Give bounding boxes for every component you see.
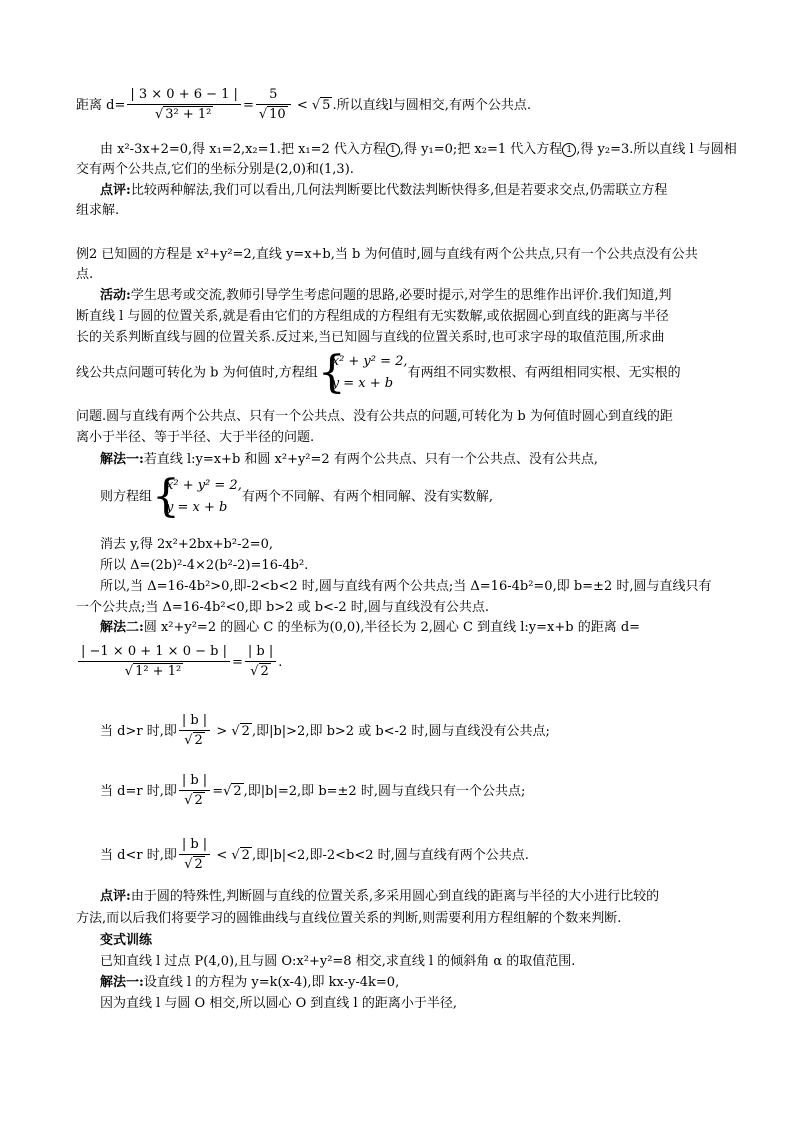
fraction-denominator: √ 2 bbox=[184, 857, 203, 872]
text: 当 d<r 时,即 bbox=[100, 848, 177, 863]
radicand: 2 bbox=[194, 857, 203, 872]
text: 由 x²-3x+2=0,得 x₁=2,x₂=1.把 x₁=2 代入方程 bbox=[100, 142, 386, 157]
fraction-denominator: √ 2 bbox=[184, 793, 203, 808]
case-fraction bbox=[179, 836, 210, 875]
solution-line bbox=[100, 471, 493, 522]
text: ,即|b|=2,即 b=±2 时,圆与直线只有一个公共点; bbox=[243, 784, 526, 799]
text: 设直线 l 的方程为 y=k(x-4),即 kx-y-4k=0, bbox=[143, 975, 400, 990]
variant-title: 变式训练 bbox=[100, 933, 153, 948]
fraction-numerator: | b | bbox=[179, 836, 210, 855]
activity-line: 断直线 l 与圆的位置关系,就是看由它们的方程组成的方程组有无实数解,或依据圆心到直线的距离与半径 bbox=[76, 309, 669, 324]
case-fraction bbox=[179, 772, 210, 811]
text: 则方程组 bbox=[100, 489, 153, 505]
distance-fraction-2 bbox=[245, 643, 276, 682]
fraction-denominator: √ 3² + 1² bbox=[154, 107, 212, 122]
activity-label: 活动: bbox=[100, 288, 131, 303]
text: ,即|b|>2,即 b>2 或 b<-2 时,圆与直线没有公共点; bbox=[251, 724, 550, 739]
solution-label: 解法一: bbox=[100, 452, 144, 467]
solution-line: 所以,当 Δ=16-4b²>0,即-2<b<2 时,圆与直线有两个公共点;当 Δ=16-4b²=0,即 b=±2 时,圆与直线只有 bbox=[100, 579, 712, 594]
relation: < bbox=[216, 848, 228, 863]
radicand: 2 bbox=[241, 848, 250, 863]
solution-label: 解法一: bbox=[100, 975, 144, 990]
brace-icon: { bbox=[152, 471, 181, 522]
text: ,即|b|<2,即-2<b<2 时,圆与直线有两个公共点. bbox=[251, 848, 529, 863]
variant-line bbox=[100, 973, 399, 993]
fraction-denominator: √ 2 bbox=[250, 664, 269, 679]
review-label: 点评: bbox=[100, 183, 131, 198]
review-line: 方法,而以后我们将要学习的圆锥曲线与直线位置关系的判断,则需要利用方程组解的个数来判断. bbox=[76, 911, 622, 926]
text: 有两个不同解、有两个相同解、没有实数解, bbox=[241, 489, 493, 505]
brace-icon: { bbox=[317, 347, 346, 398]
solution-line: 消去 y,得 2x²+2bx+b²-2=0, bbox=[100, 537, 274, 552]
radicand: 3² + 1² bbox=[165, 107, 212, 122]
equation: x² + y² = 2, bbox=[166, 478, 242, 493]
solution-label: 解法二: bbox=[100, 620, 144, 635]
activity-line bbox=[100, 286, 671, 306]
distance-suffix: .所以直线l与圆相交,有两个公共点. bbox=[332, 98, 532, 113]
activity-line: 问题.圆与直线有两个公共点、只有一个公共点、没有公共点的问题,可转化为 b 为何值时圆心到直线的距 bbox=[76, 409, 673, 424]
text: 线公共点问题可转化为 b 为何值时,方程组 bbox=[76, 365, 318, 381]
radicand: 10 bbox=[269, 107, 286, 122]
distance-prefix: 距离 d= bbox=[76, 98, 126, 113]
radicand: 2 bbox=[233, 784, 242, 799]
relation: > bbox=[216, 724, 228, 739]
review-label: 点评: bbox=[100, 889, 131, 904]
circled-one: 1 bbox=[386, 143, 400, 157]
radicand: 2 bbox=[194, 793, 203, 808]
text: 有两组不同实数根、有两组相同实根、无实根的 bbox=[407, 365, 681, 381]
solution2-line bbox=[100, 618, 640, 638]
distance-fraction-2 bbox=[256, 86, 291, 125]
radicand: 2 bbox=[260, 664, 269, 679]
text: . bbox=[278, 655, 283, 670]
example-title: 点. bbox=[76, 267, 94, 282]
solution2-formula bbox=[76, 643, 282, 682]
solution-line: 一个公共点;当 Δ=16-4b²<0,即 b>2 或 b<-2 时,圆与直线没有公共点. bbox=[76, 600, 489, 615]
fraction-denominator: √ 1² + 1² bbox=[124, 664, 182, 679]
fraction-numerator: | b | bbox=[245, 643, 276, 662]
solution-line: 所以 Δ=(2b)²-4×2(b²-2)=16-4b². bbox=[100, 558, 309, 573]
fraction-numerator: | −1 × 0 + 1 × 0 − b | bbox=[78, 643, 230, 662]
case-fraction bbox=[179, 712, 210, 751]
fraction-numerator: 5 bbox=[256, 86, 291, 105]
text: 由于圆的特殊性,判断圆与直线的位置关系,多采用圆心到直线的距离与半径的大小进行比较的 bbox=[130, 889, 660, 904]
paragraph-line bbox=[100, 140, 737, 160]
case-line: 当 d<r 时,即 $\frac{| b |}{√ 2}$ < √ 2 ,即|b|<2,即-2<b<2 时,圆与直线有两个公共点. bbox=[100, 836, 529, 875]
relation: = bbox=[212, 784, 224, 799]
variant-line: 因为直线 l 与圆 O 相交,所以圆心 O 到直线 l 的距离小于半径, bbox=[100, 996, 457, 1011]
text: ,得 y₁=0;把 x₂=1 代入方程 bbox=[399, 142, 563, 157]
equation: y = x + b bbox=[166, 500, 228, 515]
fraction-numerator: | 3 × 0 + 6 − 1 | bbox=[127, 86, 241, 105]
less-than: < bbox=[292, 98, 312, 113]
radicand: 2 bbox=[241, 724, 250, 739]
fraction-denominator: √ 2 bbox=[184, 733, 203, 748]
fraction-numerator: | b | bbox=[179, 772, 210, 791]
text: 圆 x²+y²=2 的圆心 C 的坐标为(0,0),半径长为 2,圆心 C 到直线 l:y=x+b 的距离 d= bbox=[143, 620, 641, 635]
equation: x² + y² = 2, bbox=[331, 354, 408, 369]
review-line bbox=[100, 887, 659, 907]
activity-line: 长的关系判断直线与圆的位置关系.反过来,当已知圆与直线的位置关系时,也可求字母的取值范围,所求曲 bbox=[76, 330, 665, 345]
review-line bbox=[100, 181, 667, 201]
circled-one: 1 bbox=[562, 143, 576, 157]
equation-system bbox=[317, 347, 408, 398]
equation: y = x + b bbox=[331, 376, 394, 391]
radicand: 2 bbox=[194, 733, 203, 748]
paragraph-line: 交有两个公共点,它们的坐标分别是(2,0)和(1,3). bbox=[76, 162, 354, 177]
distance-formula-line: 距离 d= $\frac{| 3 \times 0 + 6 - 1 |}{\text{√ 3² + 1²}}$ = $\frac{5}{√ 10}$ < √ 5 .所以直线l与圆相交,有两个公共点. bbox=[76, 86, 531, 125]
review-line: 组求解. bbox=[76, 203, 120, 218]
solution-line bbox=[100, 450, 598, 470]
case-line: 当 d>r 时,即 $\frac{| b |}{√ 2}$ > √ 2 ,即|b|>2,即 b>2 或 b<-2 时,圆与直线没有公共点; bbox=[100, 712, 550, 751]
equation-system bbox=[152, 471, 242, 522]
distance-fraction bbox=[127, 86, 241, 125]
equals: = bbox=[231, 655, 243, 670]
text: 比较两种解法,我们可以看出,几何法判断要比代数法判断快得多,但是若要求交点,仍需联立方程 bbox=[130, 183, 668, 198]
distance-fraction bbox=[78, 643, 230, 682]
activity-line: 离小于半径、等于半径、大于半径的问题. bbox=[76, 430, 315, 445]
fraction-numerator: | b | bbox=[179, 712, 210, 731]
case-line: 当 d=r 时,即 $\frac{| b |}{√ 2}$ =√ 2 ,即|b|=2,即 b=±2 时,圆与直线只有一个公共点; bbox=[100, 772, 525, 811]
text: 学生思考或交流,教师引导学生考虑问题的思路,必要时提示,对学生的思维作出评价.我们知道,判 bbox=[130, 288, 672, 303]
radicand: 1² + 1² bbox=[135, 664, 182, 679]
text: ,得 y₂=3.所以直线 l 与圆相 bbox=[576, 142, 737, 157]
example-title: 例2 已知圆的方程是 x²+y²=2,直线 y=x+b,当 b 为何值时,圆与直线有两个公共点,只有一个公共点没有公共 bbox=[76, 247, 698, 262]
text: 当 d>r 时,即 bbox=[100, 724, 177, 739]
variant-line: 已知直线 l 过点 P(4,0),且与圆 O:x²+y²=8 相交,求直线 l 的倾斜角 α 的取值范围. bbox=[100, 954, 576, 969]
text: 若直线 l:y=x+b 和圆 x²+y²=2 有两个公共点、只有一个公共点、没有公共点, bbox=[143, 452, 598, 467]
fraction-denominator: √ 10 bbox=[258, 107, 286, 122]
activity-line bbox=[76, 347, 681, 398]
radicand: 5 bbox=[322, 98, 331, 113]
text: 当 d=r 时,即 bbox=[100, 784, 177, 799]
